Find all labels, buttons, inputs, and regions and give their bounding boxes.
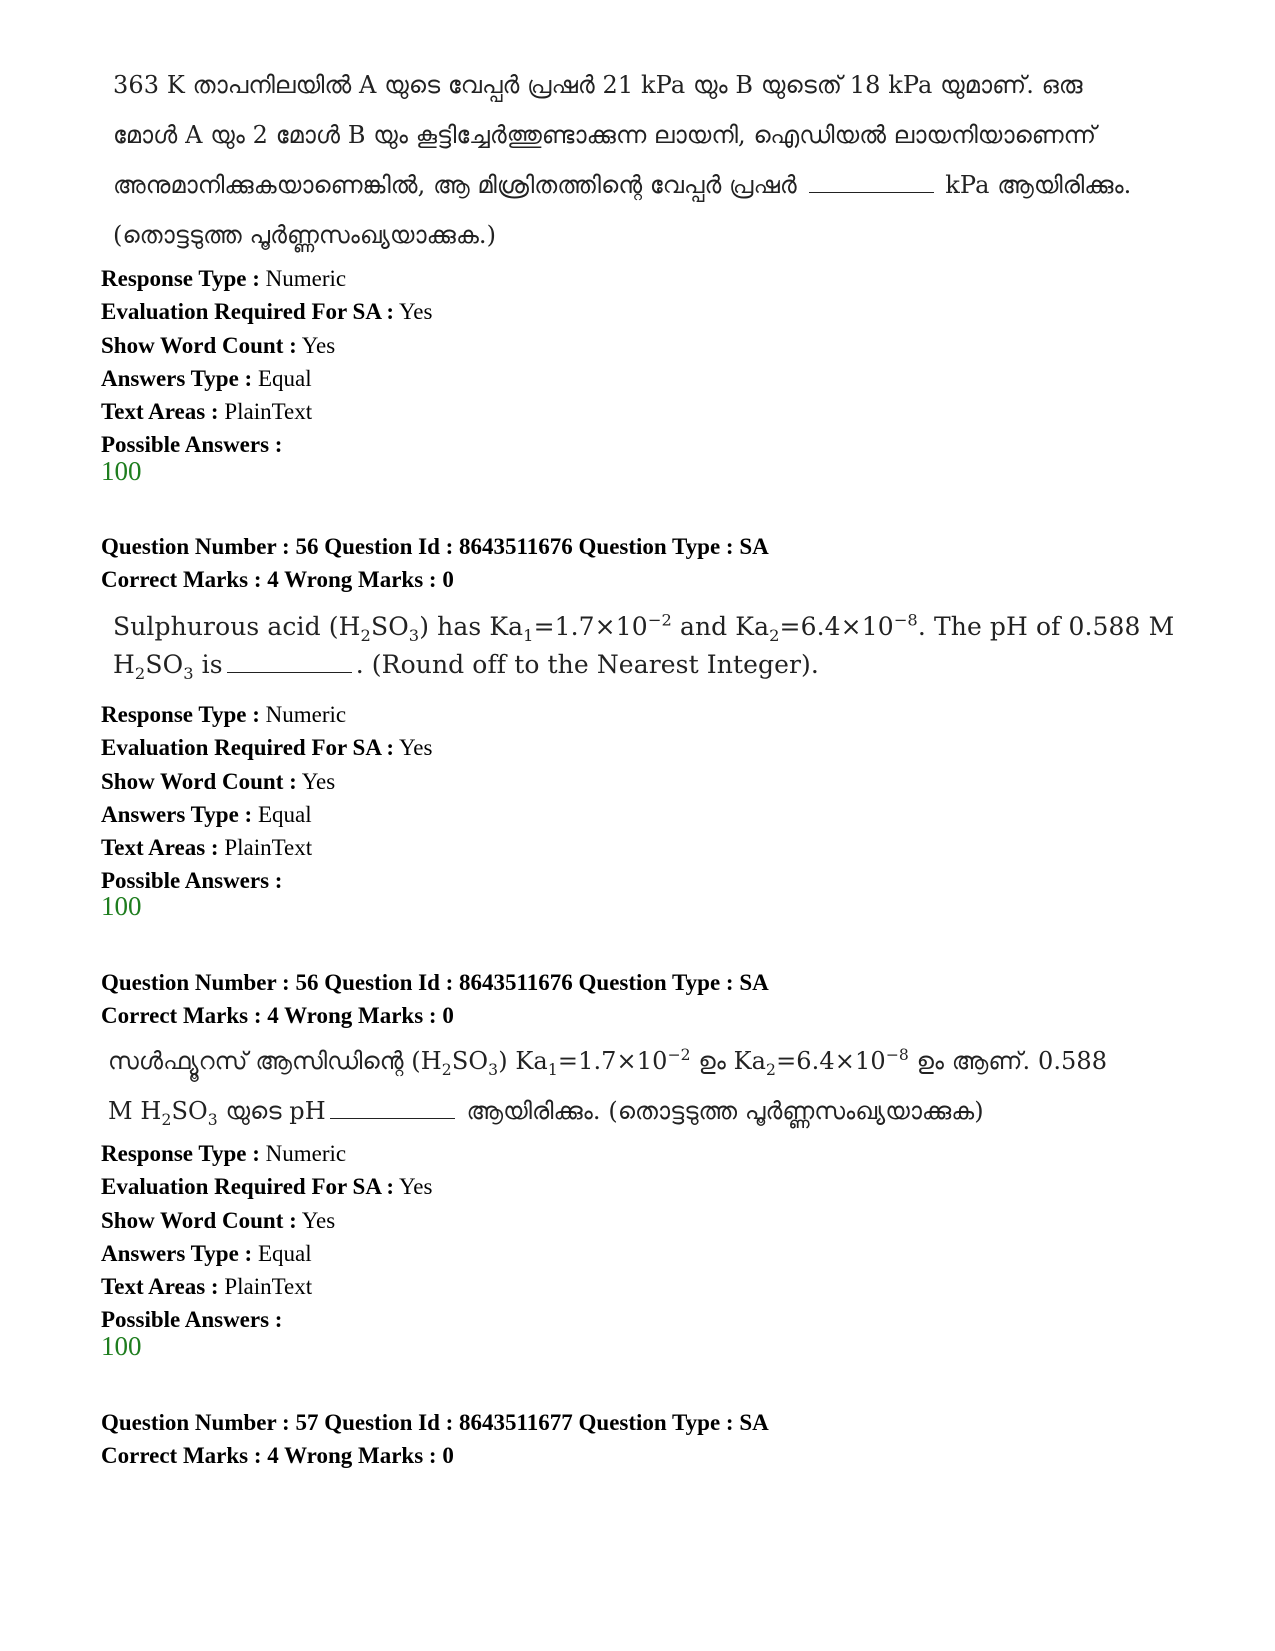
- q55-possible-answer: 100: [101, 456, 142, 486]
- evaluation-row: [101, 295, 432, 328]
- superscript: −8: [893, 610, 918, 630]
- subscript: 2: [134, 664, 146, 683]
- text: . The pH of 0.588 M: [917, 612, 1175, 641]
- evaluation-label: Evaluation Required For SA :: [101, 1174, 395, 1200]
- response-type-label: Response Type :: [101, 266, 260, 291]
- q55-meta: [101, 262, 432, 462]
- answers-type-row: [101, 362, 432, 395]
- q56-en-possible-answer: 100: [101, 891, 142, 921]
- q56-ml-line-1: [108, 1036, 1168, 1086]
- subscript: 3: [183, 664, 194, 683]
- text: ഉം ആണ്. 0.588: [908, 1047, 1108, 1075]
- text: SO: [145, 650, 184, 679]
- subscript: 2: [769, 626, 780, 645]
- text: ആയിരിക്കും. (തൊട്ടടുത്ത പൂർണ്ണസംഖ്യയാക്കുക): [458, 1097, 984, 1125]
- q56-en-meta: [101, 698, 432, 898]
- text: SO: [451, 1047, 489, 1075]
- superscript: −8: [885, 1046, 909, 1064]
- q56-en-line-1: [113, 608, 1173, 646]
- q55-text-line-4: (തൊട്ടടുത്ത പൂർണ്ണസംഖ്യയാക്കുക.): [113, 221, 497, 249]
- possible-answers-label: Possible Answers :: [101, 432, 283, 458]
- text: and Ka: [671, 612, 770, 641]
- answers-type-value: Equal: [257, 801, 312, 827]
- q56-ml-header: [101, 966, 769, 1032]
- response-type-label: Response Type :: [101, 702, 260, 727]
- text-areas-value: PlainText: [224, 1274, 313, 1300]
- possible-answers-label: Possible Answers :: [101, 1307, 283, 1333]
- answers-type-value: Equal: [257, 1240, 312, 1266]
- text-areas-row: [101, 1270, 432, 1303]
- possible-answers-row: [101, 864, 432, 897]
- word-count-row: [101, 765, 432, 798]
- answer-blank: [330, 1098, 455, 1119]
- answers-type-row: [101, 798, 432, 831]
- text: SO: [171, 1097, 208, 1125]
- subscript: 3: [408, 626, 420, 645]
- q57-header: [101, 1406, 769, 1472]
- text-areas-row: [101, 831, 432, 864]
- evaluation-value: Yes: [399, 1174, 433, 1200]
- subscript: 1: [547, 1060, 558, 1079]
- possible-answers-row: [101, 428, 432, 461]
- question-marks: Correct Marks : 4 Wrong Marks : 0: [101, 1443, 454, 1468]
- text: ) Ka: [498, 1047, 548, 1075]
- answer-blank: [227, 652, 352, 673]
- evaluation-label: Evaluation Required For SA :: [101, 735, 395, 761]
- answer-blank: [809, 172, 934, 193]
- text: =6.4×10: [776, 1047, 886, 1075]
- word-count-label: Show Word Count :: [101, 332, 297, 358]
- word-count-label: Show Word Count :: [101, 768, 297, 794]
- superscript: −2: [667, 1046, 691, 1064]
- evaluation-label: Evaluation Required For SA :: [101, 299, 395, 325]
- subscript: 3: [488, 1060, 499, 1079]
- question-header: Question Number : 57 Question Id : 8643511677 Question Type : SA: [101, 1410, 769, 1435]
- answers-type-value: Equal: [257, 365, 312, 391]
- text-areas-value: PlainText: [224, 835, 313, 861]
- text: യുടെ pH: [217, 1097, 326, 1125]
- response-type-value: Numeric: [265, 702, 347, 727]
- evaluation-value: Yes: [399, 735, 433, 761]
- response-type-row: [101, 1137, 432, 1170]
- evaluation-row: [101, 731, 432, 764]
- question-marks: Correct Marks : 4 Wrong Marks : 0: [101, 567, 454, 592]
- text: . (Round off to the Nearest Integer).: [355, 650, 819, 679]
- answers-type-label: Answers Type :: [101, 365, 253, 391]
- text: ഉം Ka: [690, 1047, 767, 1075]
- response-type-label: Response Type :: [101, 1141, 260, 1166]
- text-areas-label: Text Areas :: [101, 835, 219, 861]
- q55-text-line-3: [113, 160, 1173, 210]
- evaluation-row: [101, 1170, 432, 1203]
- q56-ml-meta: [101, 1137, 432, 1337]
- q56-ml-question-text: [108, 1036, 1168, 1136]
- text: =6.4×10: [779, 612, 894, 641]
- response-type-value: Numeric: [265, 1141, 347, 1166]
- word-count-row: [101, 329, 432, 362]
- q56-en-header: [101, 530, 769, 596]
- text: M H: [108, 1097, 162, 1125]
- text-areas-value: PlainText: [224, 399, 313, 425]
- text-areas-label: Text Areas :: [101, 1274, 219, 1300]
- question-marks: Correct Marks : 4 Wrong Marks : 0: [101, 1003, 454, 1028]
- subscript: 2: [441, 1060, 452, 1079]
- answers-type-row: [101, 1237, 432, 1270]
- text: Sulphurous acid (H: [113, 612, 361, 641]
- text: ) has Ka: [419, 612, 524, 641]
- response-type-row: [101, 262, 432, 295]
- text-areas-label: Text Areas :: [101, 399, 219, 425]
- q55-text-line-3-pre: അനുമാനിക്കുകയാണെങ്കിൽ, ആ മിശ്രിതത്തിന്റെ വേപ്പർ പ്രഷർ: [113, 171, 797, 199]
- possible-answers-label: Possible Answers :: [101, 868, 283, 894]
- q55-question-text: [113, 60, 1173, 260]
- evaluation-value: Yes: [399, 299, 433, 325]
- subscript: 3: [207, 1110, 218, 1129]
- possible-answers-row: [101, 1303, 432, 1336]
- word-count-row: [101, 1204, 432, 1237]
- answers-type-label: Answers Type :: [101, 1240, 253, 1266]
- word-count-value: Yes: [301, 332, 336, 358]
- text-areas-row: [101, 395, 432, 428]
- text: =1.7×10: [557, 1047, 668, 1075]
- q56-ml-line-2: [108, 1086, 1168, 1136]
- q56-en-question-text: [113, 608, 1173, 684]
- word-count-value: Yes: [301, 1207, 336, 1233]
- superscript: −2: [647, 610, 672, 630]
- q56-ml-possible-answer: 100: [101, 1331, 142, 1361]
- subscript: 2: [161, 1110, 172, 1129]
- text: H: [113, 650, 135, 679]
- subscript: 2: [766, 1060, 777, 1079]
- text: സൾഫ്യൂറസ് ആസിഡിന്റെ (H: [108, 1047, 442, 1075]
- response-type-row: [101, 698, 432, 731]
- text: SO: [370, 612, 409, 641]
- q55-text-line-2: മോൾ A യും 2 മോൾ B യും കൂട്ടിച്ചേർത്തുണ്ടാക്കുന്ന ലായനി, ഐഡിയൽ ലായനിയാണെന്ന്: [113, 121, 1097, 149]
- q56-en-line-2: [113, 646, 1173, 684]
- subscript: 1: [523, 626, 534, 645]
- text: is: [193, 650, 223, 679]
- subscript: 2: [360, 626, 371, 645]
- q55-text-line-1: 363 K താപനിലയിൽ A യുടെ വേപ്പർ പ്രഷർ 21 kPa യും B യുടെത് 18 kPa യുമാണ്. ഒരു: [113, 71, 1083, 99]
- word-count-value: Yes: [301, 768, 336, 794]
- q55-text-line-3-post: kPa ആയിരിക്കും.: [945, 171, 1132, 199]
- question-header: Question Number : 56 Question Id : 8643511676 Question Type : SA: [101, 534, 769, 559]
- question-header: Question Number : 56 Question Id : 8643511676 Question Type : SA: [101, 970, 769, 995]
- text: =1.7×10: [533, 612, 648, 641]
- answers-type-label: Answers Type :: [101, 801, 253, 827]
- word-count-label: Show Word Count :: [101, 1207, 297, 1233]
- response-type-value: Numeric: [265, 266, 347, 291]
